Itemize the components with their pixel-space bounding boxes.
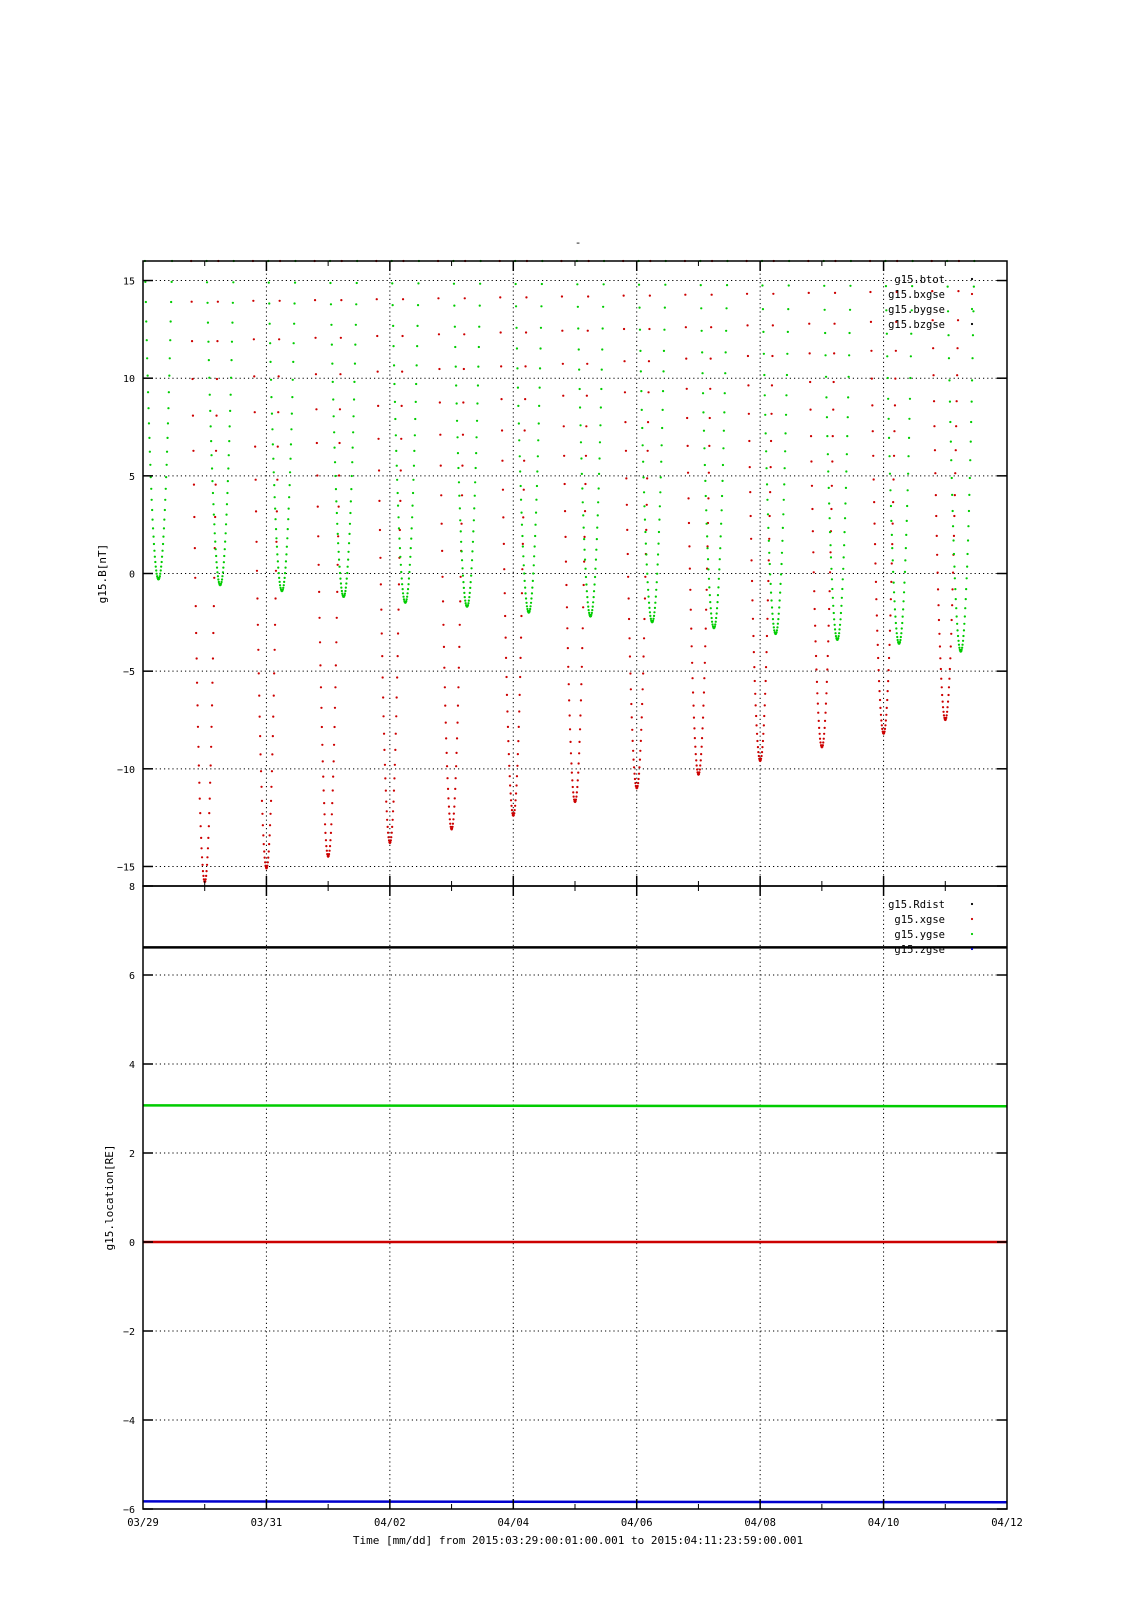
- panel1-frame: [143, 261, 1007, 886]
- y-tick-label: 10: [122, 374, 135, 386]
- x-axis-label: Time [mm/dd] from 2015:03:29:00:01:00.001 to 2015:04:11:23:59:00.001: [352, 1534, 804, 1547]
- y-tick-label: 5: [128, 471, 135, 483]
- legend-marker: [971, 933, 973, 935]
- y-tick-label: −6: [122, 1505, 135, 1516]
- x-tick-label: 04/04: [497, 1517, 530, 1529]
- legend-marker: [971, 308, 973, 310]
- panel2-series: [143, 947, 1007, 1502]
- y-tick-label: −5: [122, 667, 135, 679]
- legend-label: g15.zgse: [894, 944, 945, 956]
- legend-label: g15.bzgse: [888, 319, 945, 331]
- legend-label: g15.btot: [894, 274, 945, 286]
- y-tick-label: −15: [116, 862, 135, 874]
- y-tick-label: −2: [122, 1327, 135, 1338]
- x-tick-label: 03/29: [127, 1517, 159, 1529]
- legend-marker: [971, 293, 973, 295]
- y-tick-label: −10: [116, 764, 135, 776]
- series-g15-bygse: [145, 261, 975, 652]
- panel1-series: [145, 261, 975, 882]
- y-tick-label: 15: [122, 276, 135, 288]
- legend-label: g15.ygse: [894, 929, 945, 941]
- y-tick-label: 8: [128, 882, 135, 893]
- panel2-y-ticks: [123, 882, 1007, 1516]
- panel1-legend: [888, 274, 973, 331]
- legend-label: g15.bygse: [888, 304, 945, 316]
- x-tick-label: 04/08: [744, 1517, 776, 1529]
- series-g15-zgse: [143, 1501, 1007, 1502]
- x-tick-label: 04/06: [620, 1517, 653, 1529]
- y-tick-label: 0: [128, 569, 135, 581]
- figure-top-title: -: [574, 236, 582, 249]
- legend-marker: [971, 323, 973, 325]
- x-tick-label: 04/02: [374, 1517, 406, 1529]
- panel1-y-axis-label: g15.B[nT]: [96, 543, 109, 604]
- series-g15-ygse: [143, 1105, 1007, 1106]
- panel1-y-ticks: [117, 261, 1007, 886]
- legend-marker: [971, 948, 973, 950]
- y-tick-label: 4: [128, 1060, 135, 1071]
- panel-magnetic-field: [96, 261, 1007, 886]
- legend-label: g15.bxgse: [888, 289, 945, 301]
- panel-location: [103, 882, 1007, 1516]
- panel1-grid: [143, 261, 1007, 886]
- panel2-grid: [143, 886, 1007, 1509]
- x-axis-ticks: [127, 1517, 1023, 1529]
- legend-marker: [971, 903, 973, 905]
- y-tick-label: 6: [128, 971, 135, 982]
- panel2-y-axis-label: g15.location[RE]: [103, 1144, 116, 1251]
- legend-marker: [971, 278, 973, 280]
- panel2-frame: [143, 886, 1007, 1509]
- x-tick-label: 04/10: [867, 1517, 900, 1529]
- x-tick-label: 04/12: [991, 1517, 1023, 1529]
- y-tick-label: 2: [128, 1149, 135, 1160]
- legend-marker: [971, 918, 973, 920]
- legend-label: g15.xgse: [894, 914, 945, 926]
- y-tick-label: −4: [122, 1416, 135, 1427]
- y-tick-label: 0: [128, 1238, 135, 1249]
- legend-label: g15.Rdist: [888, 899, 945, 911]
- series-g15-bxgse: [191, 261, 959, 882]
- x-tick-label: 03/31: [250, 1517, 283, 1529]
